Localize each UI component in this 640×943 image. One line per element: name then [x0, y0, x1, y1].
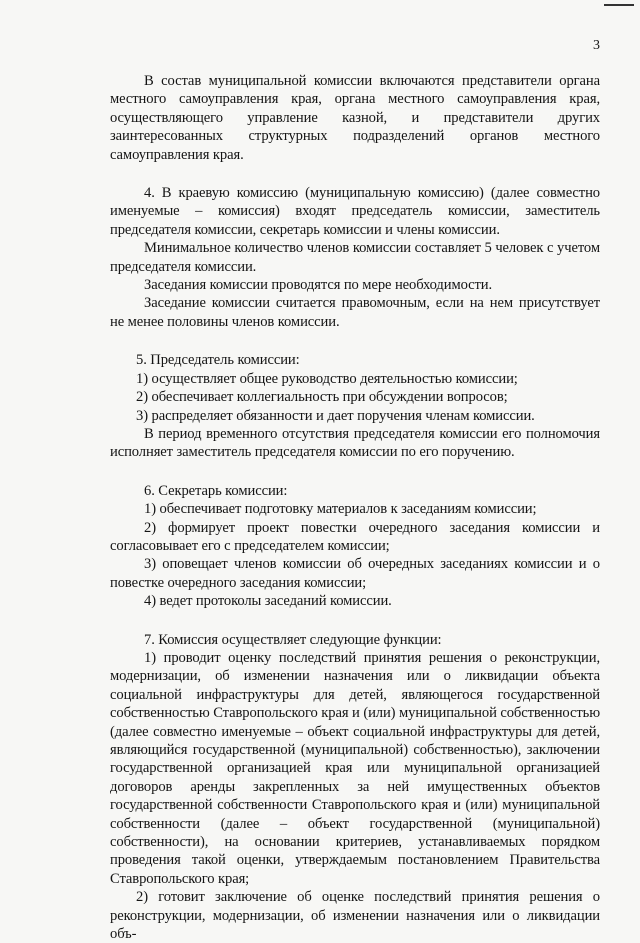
list-item: 1) обеспечивает подготовку материалов к заседаниям комиссии;: [144, 501, 537, 518]
page-edge-line: [604, 4, 634, 6]
list-item: 1) осуществляет общее руководство деятельностью комиссии;: [136, 370, 518, 387]
list-item: 1) проводит оценку последствий принятия решения о реконструкции, модернизации, об изменении назначения или о ликвидации объекта социальной инфраструктуры для детей, являющегося государственной собственностью Ставропольского края и (или) муниципальной собственностью (далее совместно именуемые – объект социальной инфраструктуры для детей, являющийся государственной (муниципальной) собственностью), заключении государственной организацией края или муниципальной организацией договоров аренды закрепленных за ней имущественных объектов государственной собственности Ставропольского края и (или) муниципальной собственности (далее – объект государственной (муниципальной) собственности), на основании критериев, устанавливаемых порядком проведения такой оценки, утверждаемым постановлением Правительства Ставропольского края;: [110, 649, 600, 887]
page-number: 3: [593, 38, 600, 53]
list-item: 3) оповещает членов комиссии об очередных заседаниях комиссии и о повестке очередного заседания комиссии;: [110, 556, 600, 591]
document-body: [110, 72, 600, 943]
section-heading: 7. Комиссия осуществляет следующие функции:: [144, 631, 442, 648]
paragraph: 4. В краевую комиссию (муниципальную комиссию) (далее совместно именуемые – комиссия) входят председатель комиссии, заместитель председателя комиссии, секретарь комиссии и члены комиссии.: [110, 185, 600, 238]
paragraph: Минимальное количество членов комиссии составляет 5 человек с учетом председателя комиссии.: [110, 240, 600, 275]
list-item: 4) ведет протоколы заседаний комиссии.: [144, 593, 392, 610]
list-item: 2) формирует проект повестки очередного заседания комиссии и согласовывает его с председателем комиссии;: [110, 519, 600, 554]
list-item: 3) распределяет обязанности и дает поручения членам комиссии.: [136, 407, 535, 424]
paragraph: В состав муниципальной комиссии включаются представители органа местного самоуправления края, органа местного самоуправления края, осуществляющего управление казной, и представители других заинтересованных структурных подразделений органов местного самоуправления края.: [110, 73, 600, 163]
paragraph: В период временного отсутствия председателя комиссии его полномочия исполняет заместитель председателя комиссии по его поручению.: [110, 425, 600, 461]
section-heading: 5. Председатель комиссии:: [136, 352, 300, 369]
paragraph: Заседание комиссии считается правомочным, если на нем присутствует не менее половины членов комиссии.: [110, 295, 600, 330]
paragraph: Заседания комиссии проводятся по мере необходимости.: [144, 277, 493, 294]
section-heading: 6. Секретарь комиссии:: [144, 482, 288, 499]
list-item: 2) обеспечивает коллегиальность при обсуждении вопросов;: [136, 389, 508, 406]
list-item: 2) готовит заключение об оценке последствий принятия решения о реконструкции, модернизации, об изменении назначения или о ликвидации объ-: [110, 889, 600, 943]
